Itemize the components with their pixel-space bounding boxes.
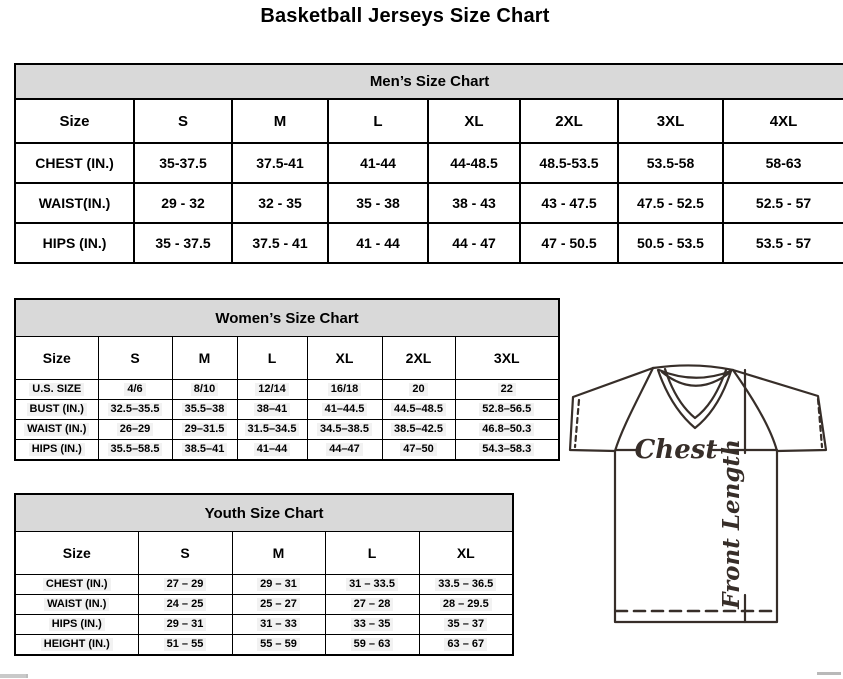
table-row [15, 183, 843, 223]
womens-size-chart-table [14, 298, 560, 461]
row-label-cell: WAIST (IN.) [15, 420, 98, 440]
table-row [15, 400, 559, 420]
row-label-cell: HIPS (IN.) [15, 223, 134, 263]
left-cuff-dashed-line [575, 400, 579, 447]
value-cell: 41–44 [237, 440, 307, 461]
value-cell: 32 - 35 [232, 183, 328, 223]
row-label-cell: WAIST (IN.) [15, 595, 138, 615]
col-header-cell: XL [307, 337, 382, 380]
value-cell: 32.5–35.5 [98, 400, 172, 420]
value-cell: 41-44 [328, 143, 428, 183]
value-cell: 38.5–41 [172, 440, 237, 461]
jersey-outline [570, 368, 826, 622]
table-row [15, 99, 843, 143]
value-cell: 47–50 [382, 440, 455, 461]
value-cell: 47 - 50.5 [520, 223, 618, 263]
col-header-cell: 3XL [618, 99, 723, 143]
value-cell: 24 – 25 [138, 595, 232, 615]
horizontal-scrollbar-fragment[interactable] [0, 674, 28, 678]
value-cell: 37.5-41 [232, 143, 328, 183]
value-cell: 63 – 67 [419, 635, 513, 656]
table-row [15, 143, 843, 183]
value-cell: 35.5–58.5 [98, 440, 172, 461]
front-length-label: Front Length [718, 439, 745, 609]
table-row [15, 635, 513, 656]
table-row [15, 64, 843, 99]
value-cell: 44-48.5 [428, 143, 520, 183]
value-cell: 35 – 37 [419, 615, 513, 635]
jersey-measurement-diagram [552, 355, 842, 630]
col-header-cell: XL [419, 532, 513, 575]
col-header-cell: M [232, 99, 328, 143]
value-cell: 27 – 28 [325, 595, 419, 615]
col-header-cell: XL [428, 99, 520, 143]
table-row [15, 299, 559, 337]
table-row [15, 440, 559, 461]
value-cell: 48.5-53.5 [520, 143, 618, 183]
value-cell: 35.5–38 [172, 400, 237, 420]
value-cell: 44 - 47 [428, 223, 520, 263]
value-cell: 43 - 47.5 [520, 183, 618, 223]
value-cell: 29 – 31 [138, 615, 232, 635]
value-cell: 58-63 [723, 143, 843, 183]
value-cell: 38 - 43 [428, 183, 520, 223]
col-header-cell: L [328, 99, 428, 143]
value-cell: 12/14 [237, 380, 307, 400]
horizontal-scrollbar-fragment[interactable] [817, 672, 841, 675]
value-cell: 4/6 [98, 380, 172, 400]
row-label-cell: CHEST (IN.) [15, 575, 138, 595]
value-cell: 54.3–58.3 [455, 440, 559, 461]
value-cell: 44–47 [307, 440, 382, 461]
table-row [15, 223, 843, 263]
value-cell: 52.5 - 57 [723, 183, 843, 223]
value-cell: 37.5 - 41 [232, 223, 328, 263]
value-cell: 31 – 33.5 [325, 575, 419, 595]
row-label-cell: Size [15, 99, 134, 143]
value-cell: 22 [455, 380, 559, 400]
col-header-cell: L [237, 337, 307, 380]
value-cell: 35 - 38 [328, 183, 428, 223]
youth-table-header: Youth Size Chart [15, 494, 513, 532]
col-header-cell: L [325, 532, 419, 575]
value-cell: 34.5–38.5 [307, 420, 382, 440]
value-cell: 38–41 [237, 400, 307, 420]
table-row [15, 595, 513, 615]
value-cell: 46.8–50.3 [455, 420, 559, 440]
value-cell: 31.5–34.5 [237, 420, 307, 440]
value-cell: 41–44.5 [307, 400, 382, 420]
col-header-cell: S [98, 337, 172, 380]
value-cell: 41 - 44 [328, 223, 428, 263]
value-cell: 53.5-58 [618, 143, 723, 183]
table-row [15, 615, 513, 635]
value-cell: 16/18 [307, 380, 382, 400]
value-cell: 47.5 - 52.5 [618, 183, 723, 223]
mens-size-chart-table [14, 63, 843, 264]
table-row [15, 380, 559, 400]
value-cell: 35 - 37.5 [134, 223, 232, 263]
chest-label: Chest [634, 435, 718, 465]
table-row [15, 420, 559, 440]
table-row [15, 494, 513, 532]
value-cell: 35-37.5 [134, 143, 232, 183]
value-cell: 53.5 - 57 [723, 223, 843, 263]
value-cell: 20 [382, 380, 455, 400]
value-cell: 27 – 29 [138, 575, 232, 595]
row-label-cell: WAIST(IN.) [15, 183, 134, 223]
row-label-cell: Size [15, 337, 98, 380]
col-header-cell: S [134, 99, 232, 143]
value-cell: 29 – 31 [232, 575, 325, 595]
row-label-cell: HIPS (IN.) [15, 615, 138, 635]
value-cell: 59 – 63 [325, 635, 419, 656]
value-cell: 31 – 33 [232, 615, 325, 635]
value-cell: 51 – 55 [138, 635, 232, 656]
value-cell: 26–29 [98, 420, 172, 440]
mens-table-header: Men’s Size Chart [15, 64, 843, 99]
table-row [15, 532, 513, 575]
value-cell: 33.5 – 36.5 [419, 575, 513, 595]
row-label-cell: Size [15, 532, 138, 575]
row-label-cell: HIPS (IN.) [15, 440, 98, 461]
value-cell: 55 – 59 [232, 635, 325, 656]
row-label-cell: BUST (IN.) [15, 400, 98, 420]
value-cell: 44.5–48.5 [382, 400, 455, 420]
value-cell: 8/10 [172, 380, 237, 400]
col-header-cell: M [172, 337, 237, 380]
value-cell: 29 - 32 [134, 183, 232, 223]
value-cell: 25 – 27 [232, 595, 325, 615]
value-cell: 29–31.5 [172, 420, 237, 440]
value-cell: 33 – 35 [325, 615, 419, 635]
row-label-cell: HEIGHT (IN.) [15, 635, 138, 656]
col-header-cell: S [138, 532, 232, 575]
womens-table-header: Women’s Size Chart [15, 299, 559, 337]
col-header-cell: M [232, 532, 325, 575]
youth-size-chart-table [14, 493, 514, 656]
table-row [15, 337, 559, 380]
value-cell: 38.5–42.5 [382, 420, 455, 440]
col-header-cell: 2XL [520, 99, 618, 143]
col-header-cell: 4XL [723, 99, 843, 143]
value-cell: 50.5 - 53.5 [618, 223, 723, 263]
table-row [15, 575, 513, 595]
row-label-cell: CHEST (IN.) [15, 143, 134, 183]
page-title: Basketball Jerseys Size Chart [260, 5, 550, 27]
value-cell: 52.8–56.5 [455, 400, 559, 420]
value-cell: 28 – 29.5 [419, 595, 513, 615]
col-header-cell: 2XL [382, 337, 455, 380]
col-header-cell: 3XL [455, 337, 559, 380]
row-label-cell: U.S. SIZE [15, 380, 98, 400]
